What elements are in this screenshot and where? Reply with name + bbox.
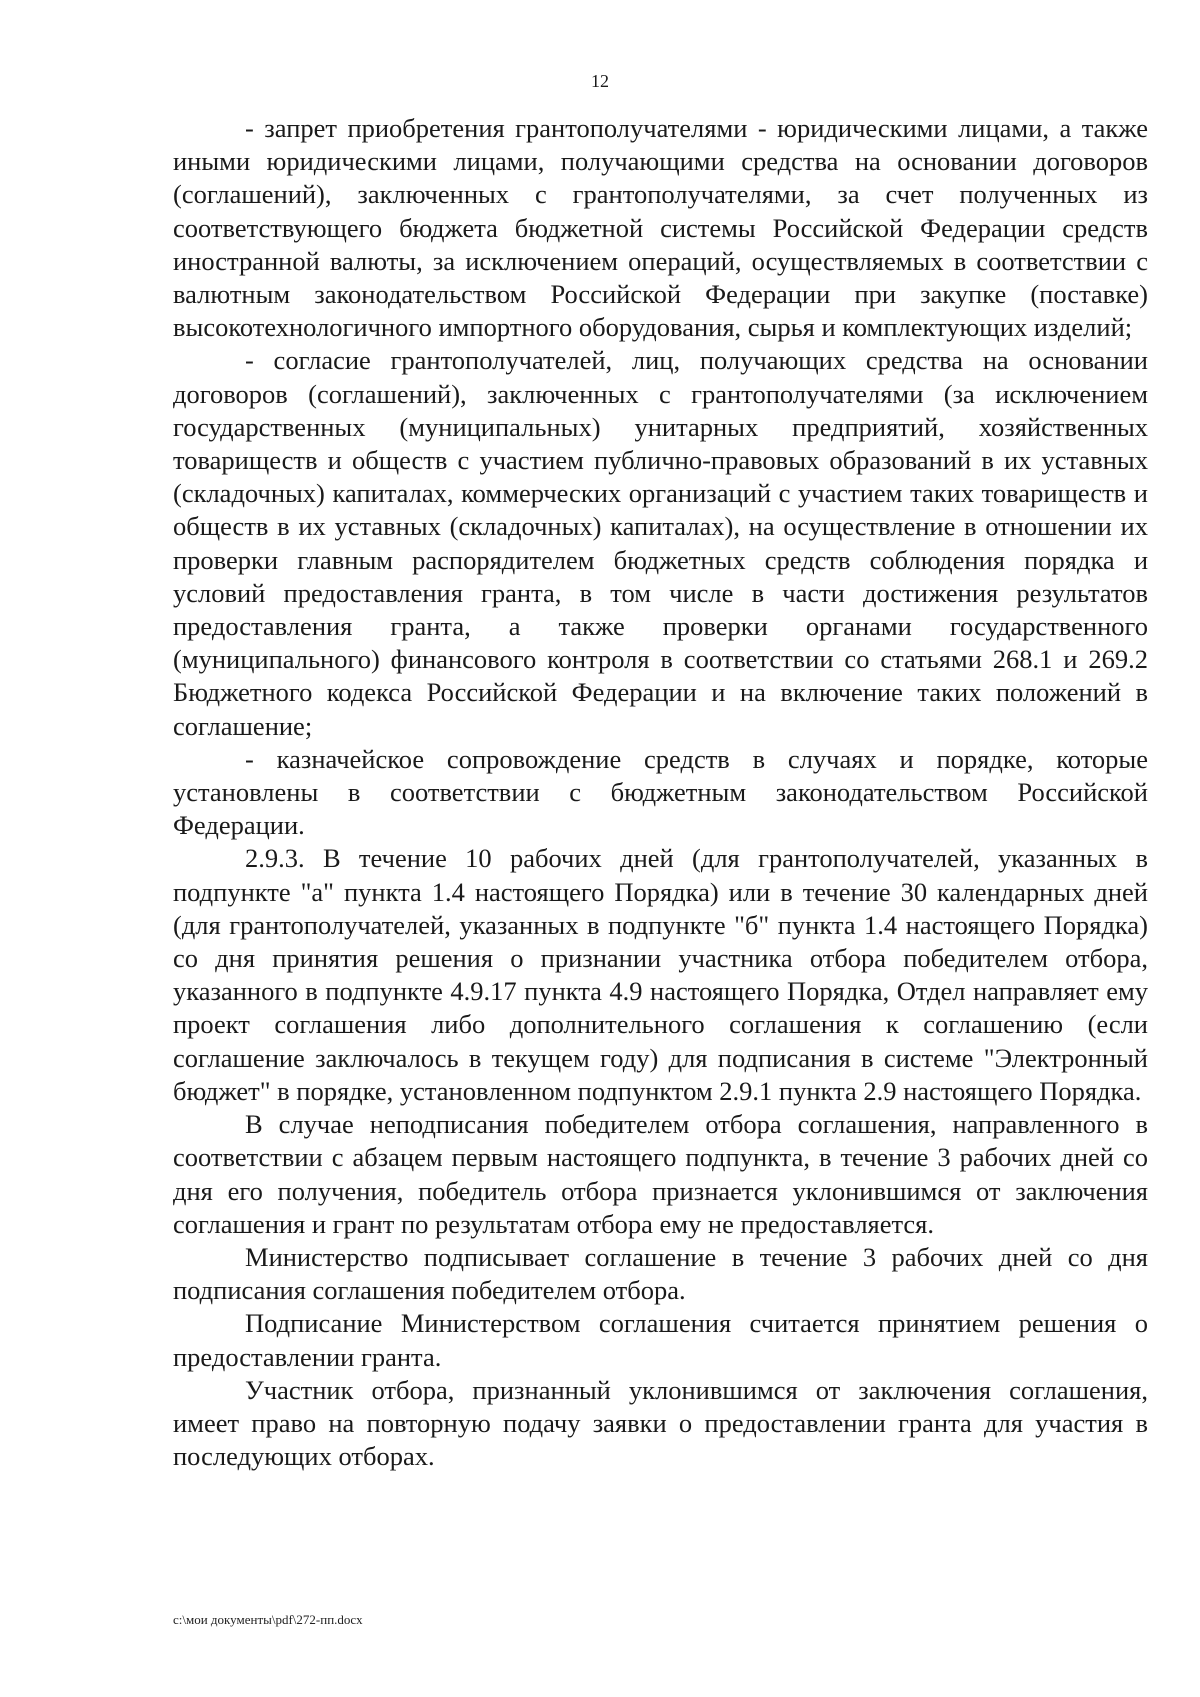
paragraph-treasury-support: - казначейское сопровождение средств в случаях и порядке, которые установлены в соответствии с бюджетным законодательством Российской Федерации. <box>173 743 1148 841</box>
footer-file-path: c:\мои документы\pdf\272-пп.docx <box>173 1612 363 1627</box>
paragraph-signing-decision: Подписание Министерством соглашения считается принятием решения о предоставлении гранта. <box>173 1308 1148 1372</box>
paragraph-clause-2-9-3: 2.9.3. В течение 10 рабочих дней (для грантополучателей, указанных в подпункте "а" пункта 1.4 настоящего Порядка) или в течение 30 календарных дней (для грантополучателей, указанных в подпункте "б" пункта 1.4 настоящего Порядка) со дня принятия решения о признании участника отбора победителем отбора, указанного в подпункте 4.9.17 пункта 4.9 настоящего Порядка, Отдел направляет ему проект соглашения либо дополнительного соглашения к соглашению (если соглашение заключалось в текущем году) для подписания в системе "Электронный бюджет" в порядке, установленном подпунктом 2.9.1 пункта 2.9 настоящего Порядка. <box>173 843 1148 1106</box>
paragraph-reapplication-right: Участник отбора, признанный уклонившимся от заключения соглашения, имеет право на повторную подачу заявки о предоставлении гранта для участия в последующих отборах. <box>173 1374 1148 1472</box>
paragraph-non-signing: В случае неподписания победителем отбора соглашения, направленного в соответствии с абзацем первым настоящего подпункта, в течение 3 рабочих дней со дня его получения, победитель отбора признается уклонившимся от заключения соглашения и грант по результатам отбора ему не предоставляется. <box>173 1109 1148 1239</box>
paragraph-currency-ban: - запрет приобретения грантополучателями - юридическими лицами, а также иными юридическими лицами, получающими средства на основании договоров (соглашений), заключенных с грантополучателями, за счет полученных из соответствующего бюджета бюджетной системы Российской Федерации средств иностранной валюты, за исключением операций, осуществляемых в соответствии с валютным законодательством Российской Федерации при закупке (поставке) высокотехнологичного импортного оборудования, сырья и комплектующих изделий; <box>173 113 1148 343</box>
document-body <box>173 112 1148 1473</box>
paragraph-ministry-signs: Министерство подписывает соглашение в течение 3 рабочих дней со дня подписания соглашения победителем отбора. <box>173 1241 1148 1306</box>
paragraph-audit-consent: - согласие грантополучателей, лиц, получающих средства на основании договоров (соглашений), заключенных с грантополучателями (за исключением государственных (муниципальных) унитарных предприятий, хозяйственных товариществ и обществ с участием публично-правовых образований в их уставных (складочных) капиталах, коммерческих организаций с участием таких товариществ и обществ в их уставных (складочных) капиталах), на осуществление в отношении их проверки главным распорядителем бюджетных средств соблюдения порядка и условий предоставления гранта, в том числе в части достижения результатов предоставления гранта, а также проверки органами государственного (муниципального) финансового контроля в соответствии со статьями 268.1 и 269.2 Бюджетного кодекса Российской Федерации и на включение таких положений в соглашение; <box>173 345 1148 741</box>
page-number: 12 <box>591 71 609 91</box>
